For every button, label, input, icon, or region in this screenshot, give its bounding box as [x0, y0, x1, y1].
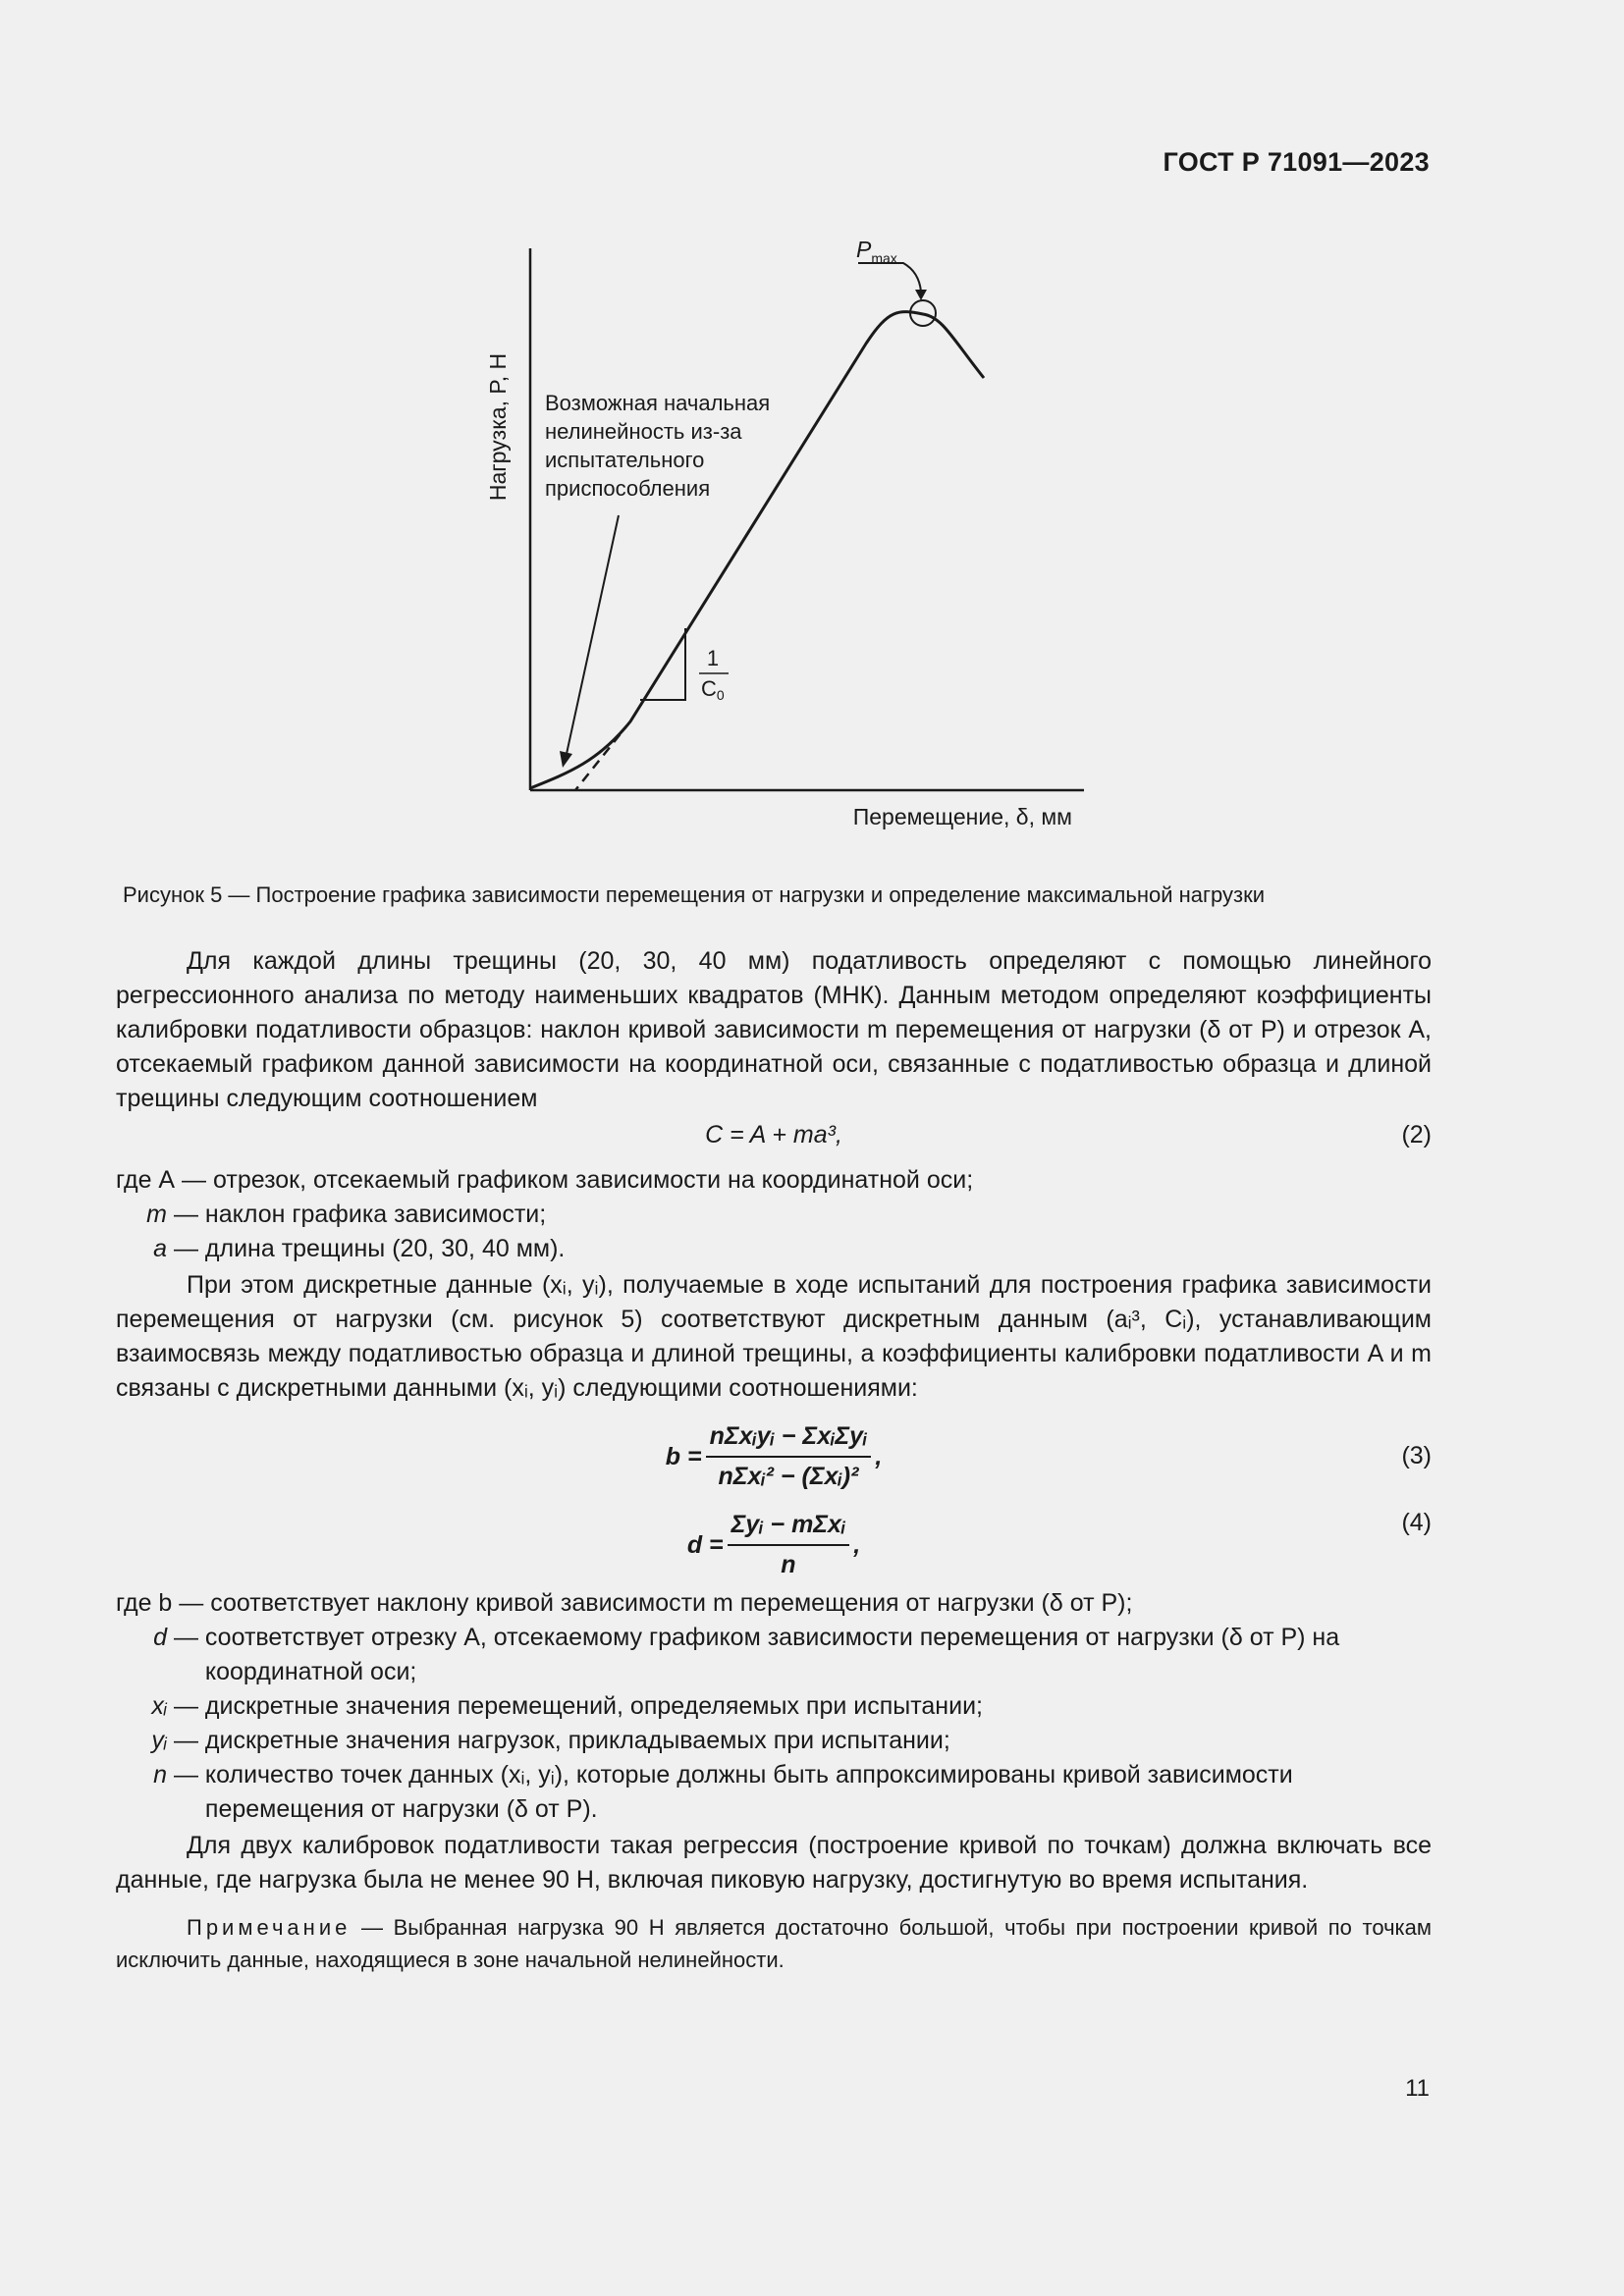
x-axis-label: Перемещение, δ, мм: [852, 804, 1072, 829]
equation-3-numerator: nΣxᵢyᵢ − ΣxᵢΣyᵢ: [706, 1419, 872, 1458]
equation-4-number: (4): [1401, 1509, 1432, 1536]
equation-3-denominator: nΣxᵢ² − (Σxᵢ)²: [718, 1463, 859, 1490]
definition-term: a: [153, 1235, 167, 1262]
note-text: — Выбранная нагрузка 90 Н является достаточно большой, чтобы при построении кривой по точкам исключить данные, находящиеся в зоне начальной нелинейности.: [116, 1915, 1432, 1972]
definition-item: xᵢ — дискретные значения перемещений, определяемых при испытании;: [116, 1689, 1432, 1724]
equation-4-denominator: n: [781, 1551, 796, 1578]
note-label: Примечание: [187, 1915, 352, 1940]
body-text: [116, 944, 1432, 1976]
definition-term: где A: [116, 1166, 176, 1194]
pmax-arrowhead: [915, 290, 927, 300]
annotation-line-2: нелинейность из-за: [545, 419, 742, 444]
paragraph-3: Для двух калибровок податливости такая регрессия (построение кривой по точкам) должна включать все данные, где нагрузка была не менее 90 Н, включая пиковую нагрузку, достигнутую во время испытания.: [116, 1832, 1432, 1894]
slope-denominator: C0: [701, 676, 725, 703]
definition-desc: соответствует наклону кривой зависимости m перемещения от нагрузки (δ от P);: [210, 1589, 1133, 1617]
page-number: 11: [1405, 2075, 1430, 2102]
equation-4: d = $\frac{\text{Σyᵢ − mΣxᵢ}}{n}$ , (4): [116, 1502, 1432, 1586]
pmax-pointer: [858, 263, 921, 292]
load-curve: [530, 312, 984, 788]
annotation-line-4: приспособления: [545, 476, 711, 501]
definition-term: d: [153, 1624, 167, 1651]
figure-svg: [461, 231, 1100, 859]
note: [116, 1911, 1432, 1976]
equation-2-number: (2): [1401, 1121, 1432, 1148]
definition-item: d — соответствует отрезку A, отсекаемому графиком зависимости перемещения от нагрузки (δ от P) на координатной оси;: [116, 1621, 1432, 1689]
pmax-label: $P_{max}$: [856, 237, 897, 266]
definition-term: yᵢ: [151, 1727, 167, 1754]
slope-triangle: [640, 628, 685, 700]
definition-term: n: [153, 1761, 167, 1789]
definition-desc: соответствует отрезку A, отсекаемому графиком зависимости перемещения от нагрузки (δ от P) на координатной оси;: [204, 1624, 1340, 1685]
definition-item: где A — отрезок, отсекаемый графиком зависимости на координатной оси;: [116, 1163, 1432, 1198]
y-axis-label: Нагрузка, P, Н: [485, 352, 511, 502]
definitions-1: [116, 1163, 1432, 1266]
definition-desc: наклон графика зависимости;: [204, 1201, 547, 1228]
paragraph-2: При этом дискретные данные (xᵢ, yᵢ), получаемые в ходе испытаний для построения графика зависимости перемещения от нагрузки (см. рисунок 5) соответствуют дискретным данным (aᵢ³, Cᵢ), устанавливающим взаимосвязь между податливостью образца и длиной трещины, а коэффициенты калибровки податливости A и m связаны с дискретными данными (xᵢ, yᵢ) следующими соотношениями:: [116, 1271, 1432, 1402]
equation-4-numerator: Σyᵢ − mΣxᵢ: [728, 1508, 850, 1546]
definition-term: xᵢ: [151, 1692, 167, 1720]
equation-4-lhs: d =: [686, 1530, 724, 1559]
annotation-arrowhead: [560, 751, 572, 768]
definition-item: где b — соответствует наклону кривой зависимости m перемещения от нагрузки (δ от P);: [116, 1586, 1432, 1621]
figure-caption: Рисунок 5 — Построение графика зависимости перемещения от нагрузки и определение максимальной нагрузки: [123, 882, 1266, 907]
definition-term: где b: [116, 1589, 173, 1617]
definition-desc: длина трещины (20, 30, 40 мм).: [204, 1235, 566, 1262]
equation-3-lhs: b =: [665, 1442, 702, 1470]
definitions-2: [116, 1586, 1432, 1827]
definition-item: a — длина трещины (20, 30, 40 мм).: [116, 1232, 1432, 1266]
annotation-line-3: испытательного: [545, 448, 705, 472]
definition-item: n — количество точек данных (xᵢ, yᵢ), которые должны быть аппроксимированы кривой зависимости перемещения от нагрузки (δ от P).: [116, 1758, 1432, 1827]
equation-3-number: (3): [1401, 1442, 1432, 1469]
definition-desc: дискретные значения нагрузок, прикладываемых при испытании;: [204, 1727, 950, 1754]
definition-item: m — наклон графика зависимости;: [116, 1198, 1432, 1232]
definition-desc: дискретные значения перемещений, определяемых при испытании;: [204, 1692, 983, 1720]
definition-item: yᵢ — дискретные значения нагрузок, прикладываемых при испытании;: [116, 1724, 1432, 1758]
slope-numerator: 1: [706, 646, 720, 670]
annotation-line-1: Возможная начальная: [545, 391, 771, 415]
document-number: ГОСТ Р 71091—2023: [1163, 147, 1430, 177]
equation-2: [116, 1118, 1432, 1157]
equation-2-formula: C = A + ma³,: [705, 1121, 842, 1148]
definition-desc: количество точек данных (xᵢ, yᵢ), которые должны быть аппроксимированы кривой зависимости перемещения от нагрузки (δ от P).: [204, 1761, 1293, 1823]
definition-desc: отрезок, отсекаемый графиком зависимости на координатной оси;: [213, 1166, 974, 1194]
paragraph-1: Для каждой длины трещины (20, 30, 40 мм) податливость определяют с помощью линейного регрессионного анализа по методу наименьших квадратов (МНК). Данным методом определяют коэффициенты калибровки податливости образцов: наклон кривой зависимости m перемещения от нагрузки (δ от P) и отрезок A, отсекаемый графиком данной зависимости на координатной оси, связанные с податливостью образца и длиной трещины следующим соотношением: [116, 947, 1432, 1112]
equation-3: b = $\frac{\text{nΣxᵢyᵢ − ΣxᵢΣyᵢ}}{\text{nΣxᵢ² − (Σxᵢ)²}}$ , (3): [116, 1412, 1432, 1502]
load-displacement-figure: [461, 231, 1100, 859]
definition-term: m: [146, 1201, 167, 1228]
annotation-arrow: [567, 515, 619, 754]
